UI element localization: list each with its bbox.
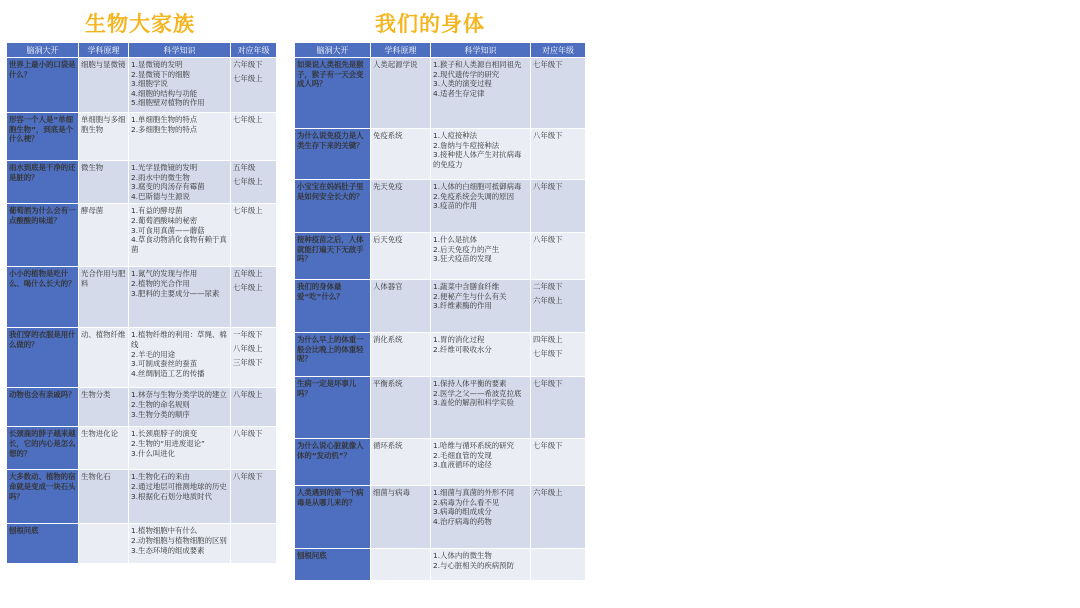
knowledge-item: 3.细胞学说 [131,79,168,89]
knowledge-cell [431,377,531,439]
grade-cell [231,113,277,161]
knowledge-item: 2.病毒为什么看不见 [433,497,500,507]
knowledge-item: 4.细胞的结构与功能 [131,88,198,98]
grade-cell [231,204,277,267]
grade-cell [531,333,586,377]
question-cell: 接种疫苗之后，人体就能打遍天下无敌手吗？ [295,233,371,280]
question-cell: 如果说人类祖先是猴子，猴子有一天会变成人吗？ [295,58,371,129]
knowledge-item: 3.人类的演变过程 [433,79,492,89]
grade-cell [531,180,586,233]
grade-item: 七年级下 [533,348,563,358]
grade-cell [531,377,586,439]
knowledge-item: 3.生物分类的顺序 [131,409,190,419]
knowledge-item: 1.蔬菜中含膳食纤维 [433,282,500,291]
table-header-row [295,43,586,58]
knowledge-item: 1.林奈与生物分类学说的建立 [131,390,227,400]
table-row [295,280,586,333]
table-row [295,549,586,581]
knowledge-item: 4.适者生存定律 [433,88,485,98]
header-grade: 对应年级 [231,43,277,58]
knowledge-cell [431,233,531,280]
grade-item: 七年级下 [533,441,563,450]
question-cell: 大多数动、植物的宿命就是变成一块石头吗？ [7,470,79,524]
grade-item: 七年级上 [233,176,263,186]
knowledge-item: 3.可食用真菌——蘑菇 [131,225,205,235]
principle-cell: 后天免疫 [371,233,431,280]
knowledge-item: 4.草食动物消化食物有赖于真菌 [131,235,227,254]
principle-cell [79,524,129,564]
knowledge-cell [129,113,231,161]
question-cell: 我们穿的衣服是用什么做的？ [7,328,79,388]
question-cell: 世界上最小的口袋是什么？ [7,58,79,113]
grade-cell [531,58,586,129]
principle-cell: 酵母菌 [79,204,129,267]
table-row [7,204,277,267]
knowledge-item: 1.人体的白细胞可抵御病毒 [433,182,522,191]
question-cell: 人类遇到的第一个病毒是从哪儿来的？ [295,486,371,549]
principle-cell: 生物进化论 [79,427,129,470]
grade-cell [231,524,277,564]
knowledge-cell [129,388,231,427]
knowledge-item: 1.人痘接种法 [433,131,478,140]
grade-cell [531,129,586,180]
knowledge-item: 1.有益的酵母菌 [131,206,183,216]
question-cell: 我们的身体最爱“吃”什么？ [295,280,371,333]
table-row [295,486,586,549]
grade-item: 七年级下 [533,379,563,388]
knowledge-cell [431,280,531,333]
knowledge-item: 3.肥料的主要成分——尿素 [131,288,220,298]
principle-cell: 平衡系统 [371,377,431,439]
table-row [295,129,586,180]
knowledge-item: 5.细胞壁对植物的作用 [131,98,205,108]
header-principle: 学科原理 [79,43,129,58]
grade-cell [231,161,277,204]
header-knowledge: 科学知识 [129,43,231,58]
grade-cell [231,427,277,470]
knowledge-item: 1.细菌与真菌的外形不同 [433,488,514,497]
knowledge-cell [129,524,231,564]
principle-cell: 循环系统 [371,439,431,486]
question-cell: 为什么早上的体重一般会比晚上的体重轻呢？ [295,333,371,377]
table-row [295,439,586,486]
grade-item: 八年级上 [233,390,263,400]
grade-cell [231,328,277,388]
table-row [295,58,586,129]
grade-item: 一年级下 [233,330,263,340]
knowledge-item: 1.什么是抗体 [433,235,478,244]
grade-item: 六年级下 [233,60,263,69]
table-row [7,470,277,524]
knowledge-item: 1.保持人体平衡的要素 [433,379,507,388]
knowledge-cell [431,129,531,180]
knowledge-item: 3.接种使人体产生对抗病毒的免疫力 [433,150,522,169]
principle-cell: 人类起源学说 [371,58,431,129]
knowledge-item: 2.通过地层可推测地球的历史 [131,481,227,491]
principle-cell: 动、植物纤维 [79,328,129,388]
knowledge-item: 1.显微镜的发明 [131,60,183,69]
knowledge-item: 3.疫苗的作用 [433,201,478,211]
knowledge-item: 2.植物的光合作用 [131,278,190,288]
knowledge-item: 3.狂犬疫苗的发现 [433,254,492,264]
knowledge-cell [431,486,531,549]
question-cell: 为什么说心脏就像人体的“发动机”？ [295,439,371,486]
knowledge-item: 3.盖伦的解剖和科学实验 [433,398,514,408]
left-table-body [7,58,277,564]
principle-cell: 先天免疫 [371,180,431,233]
knowledge-cell [431,439,531,486]
knowledge-item: 2.后天免疫力的产生 [433,244,500,254]
grade-item: 八年级下 [233,472,263,482]
knowledge-item: 1.生物化石的来由 [131,472,190,482]
knowledge-item: 2.纤维可吸收水分 [433,344,492,354]
table-row [7,161,277,204]
question-cell: 长颈鹿的脖子越来越长，它的内心是怎么想的？ [7,427,79,470]
question-cell: 刨根问底 [7,524,79,564]
knowledge-item: 2.动物细胞与植物细胞的区别 [131,535,227,545]
principle-cell: 细菌与病毒 [371,486,431,549]
knowledge-item: 2.生物的命名规则 [131,399,190,409]
knowledge-item: 2.便秘产生与什么有关 [433,291,507,301]
header-knowledge: 科学知识 [431,43,531,58]
knowledge-cell [129,470,231,524]
question-cell: 葡萄酒为什么会有一点酸酸的味道？ [7,204,79,267]
grade-item: 七年级上 [233,206,263,216]
grade-cell [231,58,277,113]
knowledge-item: 1.单细胞生物的特点 [131,115,198,124]
knowledge-item: 1.人体内的微生物 [433,551,492,560]
left-section-title: 生物大家族 [85,12,195,36]
table-header-row [7,43,277,58]
knowledge-item: 1.植物纤维的利用：草绳、棉线 [131,330,227,349]
question-cell: 雨水到底是干净的还是脏的？ [7,161,79,204]
grade-item: 八年级下 [533,182,563,191]
table-row [7,58,277,113]
knowledge-item: 3.根据化石划分地质时代 [131,491,212,501]
knowledge-item: 3.可制成蚕丝的蚕茧 [131,359,198,369]
knowledge-item: 4.巴斯德与生源说 [131,191,190,201]
principle-cell: 消化系统 [371,333,431,377]
knowledge-item: 2.生物的“用进废退论” [131,438,205,448]
knowledge-item: 2.现代遗传学的研究 [433,69,500,79]
grade-item: 八年级下 [533,235,563,244]
header-brainstorm: 脑洞大开 [295,43,371,58]
grade-cell [531,486,586,549]
knowledge-item: 1.植物细胞中有什么 [131,526,198,536]
knowledge-item: 3.病毒的组成成分 [433,507,492,517]
principle-cell: 光合作用与肥料 [79,267,129,328]
grade-item: 三年级下 [233,357,263,367]
knowledge-item: 3.血液循环的途径 [433,460,492,470]
grade-item: 八年级上 [233,343,263,353]
grade-item: 七年级下 [533,60,563,69]
grade-cell [531,280,586,333]
grade-item: 六年级上 [533,488,563,497]
knowledge-item: 2.雨水中的微生物 [131,172,190,182]
header-brainstorm: 脑洞大开 [7,43,79,58]
knowledge-cell [129,267,231,328]
table-row [7,388,277,427]
header-grade: 对应年级 [531,43,586,58]
table-row [7,328,277,388]
right-table-body [295,58,586,581]
knowledge-cell [129,161,231,204]
principle-cell: 单细胞与多细胞生物 [79,113,129,161]
knowledge-item: 1.猴子和人类源自相同祖先 [433,60,522,69]
knowledge-item: 1.氮气的发现与作用 [131,269,198,279]
table-row [7,267,277,328]
question-cell: 小小的植物是吃什么、喝什么长大的？ [7,267,79,328]
knowledge-item: 2.与心脏相关的疾病预防 [433,560,514,570]
knowledge-cell [431,58,531,129]
knowledge-item: 2.毛细血管的发现 [433,450,492,460]
table-row [295,233,586,280]
knowledge-item: 2.羊毛的用途 [131,349,176,359]
grade-item: 七年级上 [233,282,263,292]
grade-item: 八年级下 [533,131,563,140]
grade-item: 七年级上 [233,115,263,124]
grade-cell [531,233,586,280]
right-section-title: 我们的身体 [375,12,485,36]
grade-item: 四年级上 [533,335,563,344]
question-cell: 小宝宝在妈妈肚子里是如何安全长大的？ [295,180,371,233]
grade-item: 六年级上 [533,295,563,305]
principle-cell: 生物化石 [79,470,129,524]
grade-cell [531,549,586,581]
grade-cell [531,439,586,486]
question-cell: 生病一定是坏事儿吗？ [295,377,371,439]
right-table [294,42,586,581]
knowledge-item: 1.胃的消化过程 [433,335,485,344]
principle-cell [371,549,431,581]
knowledge-cell [129,58,231,113]
knowledge-cell [129,204,231,267]
knowledge-item: 2.医学之父——希波克拉底 [433,388,522,398]
knowledge-item: 2.显微镜下的细胞 [131,69,190,79]
knowledge-item: 1.光学显微镜的发明 [131,163,198,172]
knowledge-item: 1.长颈鹿脖子的演变 [131,429,198,439]
knowledge-cell [431,180,531,233]
question-cell: 形容一个人是“单细胞生物”，到底是个什么梗？ [7,113,79,161]
grade-cell [231,267,277,328]
knowledge-item: 2.詹纳与牛痘接种法 [433,140,500,150]
principle-cell: 微生物 [79,161,129,204]
knowledge-cell [129,427,231,470]
knowledge-item: 2.免疫系统会失调的原因 [433,191,514,201]
principle-cell: 生物分类 [79,388,129,427]
principle-cell: 人体器官 [371,280,431,333]
knowledge-item: 4.治疗病毒的药物 [433,516,492,526]
table-row [295,377,586,439]
grade-cell [231,470,277,524]
grade-item: 二年级下 [533,282,563,291]
grade-item: 五年级 [233,163,256,172]
header-principle: 学科原理 [371,43,431,58]
question-cell: 动物也会有亲戚吗？ [7,388,79,427]
knowledge-item: 2.多细胞生物的特点 [131,124,198,134]
principle-cell: 细胞与显微镜 [79,58,129,113]
table-row [295,180,586,233]
grade-item: 七年级上 [233,73,263,83]
knowledge-cell [129,328,231,388]
knowledge-cell [431,333,531,377]
grade-item: 五年级上 [233,269,263,279]
knowledge-item: 3.什么叫进化 [131,448,176,458]
grade-item: 八年级下 [233,429,263,439]
question-cell: 为什么说免疫力是人类生存下来的关键？ [295,129,371,180]
table-row [7,113,277,161]
knowledge-item: 1.哈维与循环系统的研究 [433,441,514,450]
knowledge-cell [431,549,531,581]
knowledge-item: 3.纤维素酶的作用 [433,301,492,311]
knowledge-item: 3.生态环境的组成要素 [131,545,205,555]
knowledge-item: 3.腐变的肉汤存有霉菌 [131,182,205,192]
question-cell: 刨根问底 [295,549,371,581]
table-row [295,333,586,377]
knowledge-item: 4.丝绸制造工艺的传播 [131,368,205,378]
table-row [7,524,277,564]
left-table [6,42,277,564]
principle-cell: 免疫系统 [371,129,431,180]
grade-cell [231,388,277,427]
table-row [7,427,277,470]
knowledge-item: 2.葡萄酒酸味的秘密 [131,215,198,225]
